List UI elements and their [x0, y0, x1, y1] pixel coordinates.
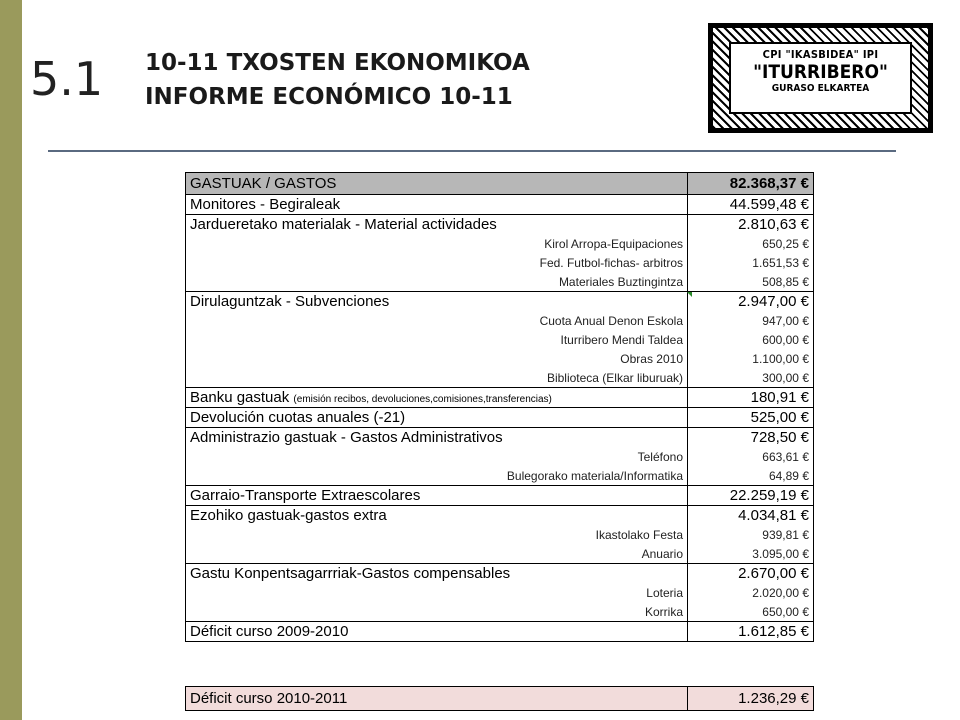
deficit-row — [186, 687, 814, 711]
row-label-text: Devolución cuotas anuales (-21) — [190, 409, 406, 426]
subitem-amount: 300,00 € — [688, 369, 814, 388]
expenses-table — [185, 172, 814, 642]
subitem-amount: 650,00 € — [688, 603, 814, 622]
row-label-text: Iturribero Mendi Taldea — [560, 333, 683, 347]
row-label-text: Jardueretako materialak - Material actividades — [190, 216, 497, 234]
subitem-row — [186, 448, 814, 467]
subitem-label — [186, 603, 688, 622]
category-label — [186, 408, 688, 428]
subitem-amount: 508,85 € — [688, 273, 814, 292]
category-amount: 2.947,00 € — [688, 292, 814, 312]
category-row — [186, 388, 814, 408]
subitem-amount: 1.100,00 € — [688, 350, 814, 369]
row-label-text: Bulegorako materiala/Informatika — [506, 468, 683, 483]
category-row — [186, 408, 814, 428]
subitem-row — [186, 526, 814, 545]
deficit-table — [185, 686, 814, 711]
association-stamp-logo — [708, 23, 933, 133]
subitem-amount: 947,00 € — [688, 312, 814, 331]
stamp-line-1: CPI "IKASBIDEA" IPI — [762, 48, 879, 61]
row-label-text: Cuota Anual Denon Eskola — [539, 314, 683, 328]
category-row — [186, 292, 814, 312]
category-label — [186, 506, 688, 526]
category-label — [186, 486, 688, 506]
title-line-1: 10-11 TXOSTEN EKONOMIKOA — [145, 50, 530, 76]
category-amount: 2.810,63 € — [688, 215, 814, 235]
category-label — [186, 622, 688, 642]
row-label-text: Teléfono — [637, 450, 683, 464]
row-label-text: Déficit curso 2009-2010 — [190, 623, 349, 640]
row-label-text: Obras 2010 — [620, 352, 683, 366]
deficit-amount: 1.236,29 € — [688, 687, 814, 711]
subitem-amount: 64,89 € — [688, 467, 814, 486]
subitem-row — [186, 584, 814, 603]
stamp-label — [729, 42, 912, 114]
subitem-label — [186, 467, 688, 486]
subitem-amount: 650,25 € — [688, 235, 814, 254]
row-note: (emisión recibos, devoluciones,comisiones,transferencias) — [293, 394, 552, 405]
subitem-row — [186, 235, 814, 254]
category-label — [186, 215, 688, 235]
subitem-row — [186, 369, 814, 388]
row-label-text: Ezohiko gastuak-gastos extra — [190, 507, 387, 525]
subitem-label — [186, 235, 688, 254]
subitem-row — [186, 350, 814, 369]
subitem-amount: 2.020,00 € — [688, 584, 814, 603]
table-header-row — [186, 173, 814, 195]
category-row — [186, 506, 814, 526]
subitem-amount: 939,81 € — [688, 526, 814, 545]
subitem-row — [186, 467, 814, 486]
category-amount: 180,91 € — [688, 388, 814, 408]
category-label — [186, 388, 688, 408]
row-label-text: Kirol Arropa-Equipaciones — [544, 237, 683, 251]
subitem-amount: 3.095,00 € — [688, 545, 814, 564]
deficit-label: Déficit curso 2010-2011 — [186, 687, 688, 711]
category-label — [186, 195, 688, 215]
category-amount: 728,50 € — [688, 428, 814, 448]
subitem-label — [186, 350, 688, 369]
category-amount: 44.599,48 € — [688, 195, 814, 215]
subitem-label — [186, 273, 688, 292]
subitem-amount: 663,61 € — [688, 448, 814, 467]
category-row — [186, 622, 814, 642]
category-row — [186, 564, 814, 584]
slide-title — [145, 46, 530, 114]
category-amount: 525,00 € — [688, 408, 814, 428]
category-amount: 1.612,85 € — [688, 622, 814, 642]
subitem-row — [186, 545, 814, 564]
subitem-label — [186, 448, 688, 467]
subitem-label — [186, 526, 688, 545]
left-accent-bar — [0, 0, 22, 720]
category-amount: 22.259,19 € — [688, 486, 814, 506]
row-label-text: Biblioteca (Elkar liburuak) — [546, 370, 683, 385]
row-label-text: Garraio-Transporte Extraescolares — [190, 487, 421, 504]
subitem-label — [186, 331, 688, 350]
subitem-label — [186, 584, 688, 603]
category-row — [186, 486, 814, 506]
row-label-text: Korrika — [644, 604, 683, 619]
category-amount: 2.670,00 € — [688, 564, 814, 584]
title-line-2: INFORME ECONÓMICO 10-11 — [145, 84, 513, 110]
subitem-row — [186, 273, 814, 292]
subitem-label — [186, 545, 688, 564]
subitem-label — [186, 254, 688, 273]
header-total: 82.368,37 € — [688, 173, 814, 195]
subitem-label — [186, 369, 688, 388]
row-label-text: Dirulaguntzak - Subvenciones — [190, 293, 390, 311]
row-label-text: Anuario — [641, 546, 683, 561]
row-label-text: Fed. Futbol-fichas- arbitros — [539, 256, 683, 270]
row-label-text: Banku gastuak — [190, 389, 290, 406]
row-label-text: Ikastolako Festa — [595, 528, 683, 542]
category-row — [186, 195, 814, 215]
subitem-amount: 1.651,53 € — [688, 254, 814, 273]
slide-number: 5.1 — [30, 52, 104, 106]
row-label-text: Monitores - Begiraleak — [190, 196, 341, 213]
title-divider — [48, 150, 896, 152]
subitem-row — [186, 312, 814, 331]
category-row — [186, 428, 814, 448]
subitem-row — [186, 603, 814, 622]
cell-comment-marker — [687, 292, 692, 297]
subitem-row — [186, 254, 814, 273]
category-label — [186, 428, 688, 448]
header-label: GASTUAK / GASTOS — [186, 173, 688, 195]
row-label-text: Administrazio gastuak - Gastos Administrativos — [190, 429, 503, 447]
category-label — [186, 292, 688, 312]
stamp-line-2: "ITURRIBERO" — [753, 61, 888, 83]
subitem-row — [186, 331, 814, 350]
category-row — [186, 215, 814, 235]
subitem-label — [186, 312, 688, 331]
category-label — [186, 564, 688, 584]
category-amount: 4.034,81 € — [688, 506, 814, 526]
row-label-text: Materiales Buztingintza — [558, 274, 683, 289]
stamp-line-3: GURASO ELKARTEA — [771, 83, 870, 94]
subitem-amount: 600,00 € — [688, 331, 814, 350]
row-label-text: Gastu Konpentsagarrriak-Gastos compensables — [190, 565, 511, 583]
row-label-text: Loteria — [646, 586, 683, 600]
